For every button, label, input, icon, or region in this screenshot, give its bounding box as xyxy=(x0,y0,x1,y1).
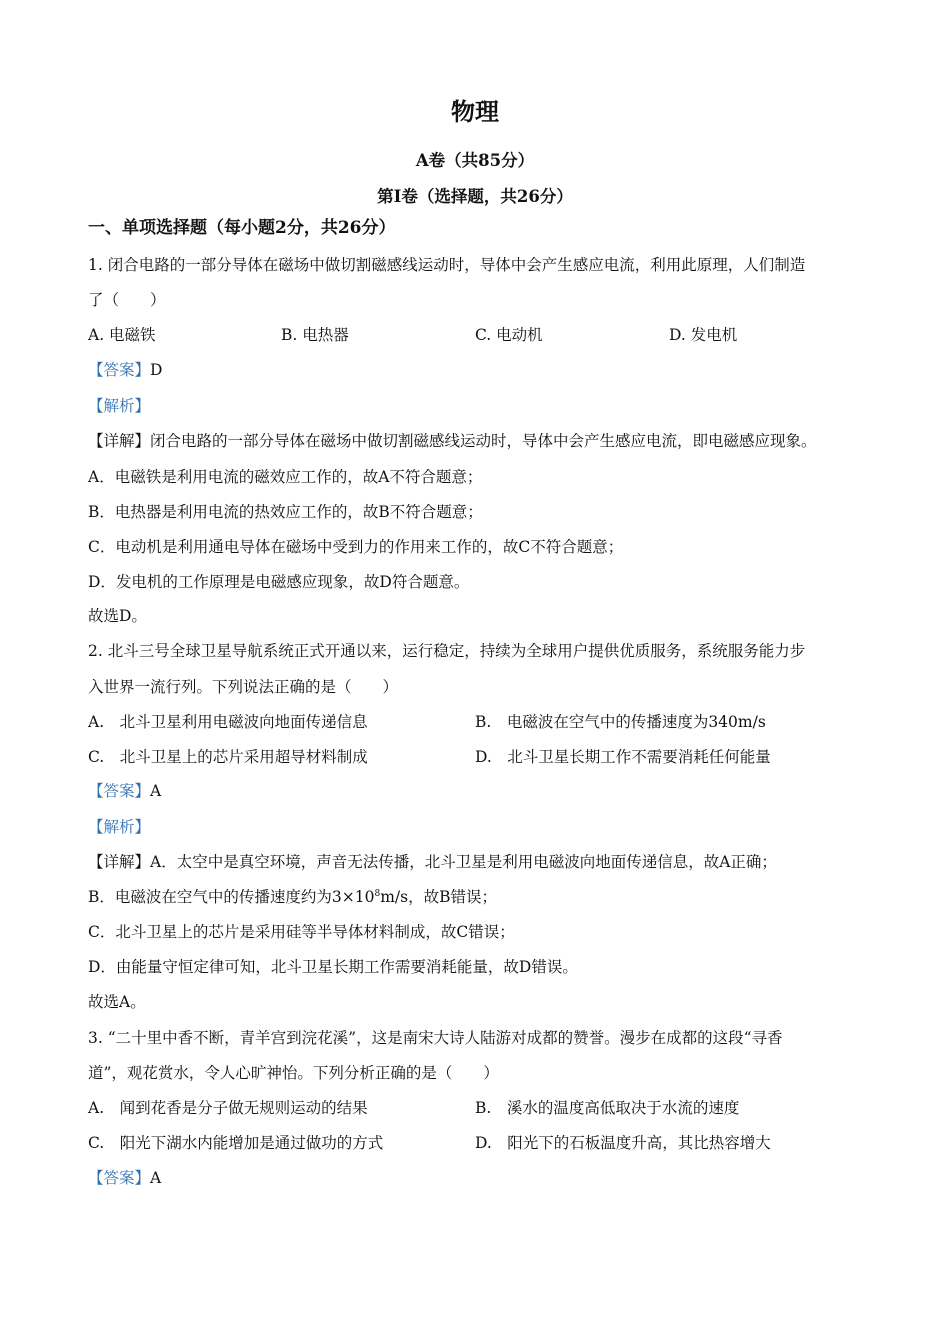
q3-stem-line2: 道”，观花赏水，令人心旷神怡。下列分析正确的是（ ） xyxy=(88,1064,499,1082)
q2-explanation-c: C．北斗卫星上的芯片是采用硅等半导体材料制成，故C错误； xyxy=(88,923,515,941)
q1-analysis-tag: 【解析】 xyxy=(88,397,151,415)
q1-stem-line1: 1. 闭合电路的一部分导体在磁场中做切割磁感线运动时，导体中会产生感应电流，利用此原理，人们制造 xyxy=(88,256,806,274)
q2-explanation-d: D．由能量守恒定律可知，北斗卫星长期工作需要消耗能量，故D错误。 xyxy=(88,958,578,976)
answer-tag: 【答案】 xyxy=(88,1169,151,1187)
q1-option-a: A. 电磁铁 xyxy=(88,326,156,344)
detail-tag: 【详解】 xyxy=(88,853,151,871)
q1-answer-value: D xyxy=(150,361,163,379)
q3-option-c: C. 阳光下湖水内能增加是通过做功的方式 xyxy=(88,1134,384,1152)
q2-answer xyxy=(88,781,161,801)
q1-stem-line2: 了（ ） xyxy=(88,291,166,309)
answer-tag: 【答案】 xyxy=(88,361,151,379)
section-heading: 一、单项选择题（每小题2分，共26分） xyxy=(88,218,396,238)
q3-option-b: B. 溪水的温度高低取决于水流的速度 xyxy=(475,1099,740,1117)
q1-explanation-c: C．电动机是利用通电导体在磁场中受到力的作用来工作的，故C不符合题意； xyxy=(88,538,624,556)
q2-explanation-b-exponent: 8 xyxy=(374,888,381,899)
q1-answer xyxy=(88,360,162,380)
q2-stem-line1: 2. 北斗三号全球卫星导航系统正式开通以来，运行稳定，持续为全球用户提供优质服务，系统服务能力步 xyxy=(88,642,806,660)
q2-answer-value: A xyxy=(150,782,162,800)
q3-stem-line1: 3. “二十里中香不断，青羊宫到浣花溪”，这是南宋大诗人陆游对成都的赞誉。漫步在成都的这段“寻香 xyxy=(88,1029,783,1047)
q1-detail xyxy=(88,431,817,451)
q1-detail-text: 闭合电路的一部分导体在磁场中做切割磁感线运动时，导体中会产生感应电流，即电磁感应现象。 xyxy=(150,432,817,450)
page-title: 物理 xyxy=(451,97,499,126)
q2-option-b: B. 电磁波在空气中的传播速度为340m/s xyxy=(475,713,766,731)
q1-explanation-a: A．电磁铁是利用电流的磁效应工作的，故A不符合题意； xyxy=(88,468,483,486)
q1-option-b: B. 电热器 xyxy=(281,326,349,344)
q2-detail xyxy=(88,852,777,872)
detail-tag: 【详解】 xyxy=(88,432,151,450)
q2-analysis-tag: 【解析】 xyxy=(88,818,151,836)
q2-explanation-b-pre: B．电磁波在空气中的传播速度约为3×10 xyxy=(88,888,375,906)
q3-answer xyxy=(88,1168,161,1188)
part-one-heading: 第Ⅰ卷（选择题，共26分） xyxy=(377,187,573,206)
q3-option-a: A. 闻到花香是分子做无规则运动的结果 xyxy=(88,1099,368,1117)
q2-stem-line2: 入世界一流行列。下列说法正确的是（ ） xyxy=(88,678,399,696)
volume-a-heading: A卷（共85分） xyxy=(415,151,535,170)
q2-explanation-b-post: m/s，故B错误； xyxy=(380,888,497,906)
q3-option-d: D. 阳光下的石板温度升高，其比热容增大 xyxy=(475,1134,771,1152)
q2-detail-text: A．太空中是真空环境，声音无法传播，北斗卫星是利用电磁波向地面传递信息，故A正确； xyxy=(150,853,777,871)
q1-option-c: C. 电动机 xyxy=(475,326,543,344)
q2-option-c: C. 北斗卫星上的芯片采用超导材料制成 xyxy=(88,748,368,766)
q1-explanation-d: D．发电机的工作原理是电磁感应现象，故D符合题意。 xyxy=(88,573,470,591)
q2-explanation-b xyxy=(88,887,497,907)
q2-option-a: A. 北斗卫星利用电磁波向地面传递信息 xyxy=(88,713,368,731)
answer-tag: 【答案】 xyxy=(88,782,151,800)
q1-option-d: D. 发电机 xyxy=(669,326,738,344)
q2-option-d: D. 北斗卫星长期工作不需要消耗任何能量 xyxy=(475,748,771,766)
q1-conclusion: 故选D。 xyxy=(88,607,147,625)
q2-conclusion: 故选A。 xyxy=(88,993,146,1011)
q3-answer-value: A xyxy=(150,1169,162,1187)
q1-explanation-b: B．电热器是利用电流的热效应工作的，故B不符合题意； xyxy=(88,503,483,521)
